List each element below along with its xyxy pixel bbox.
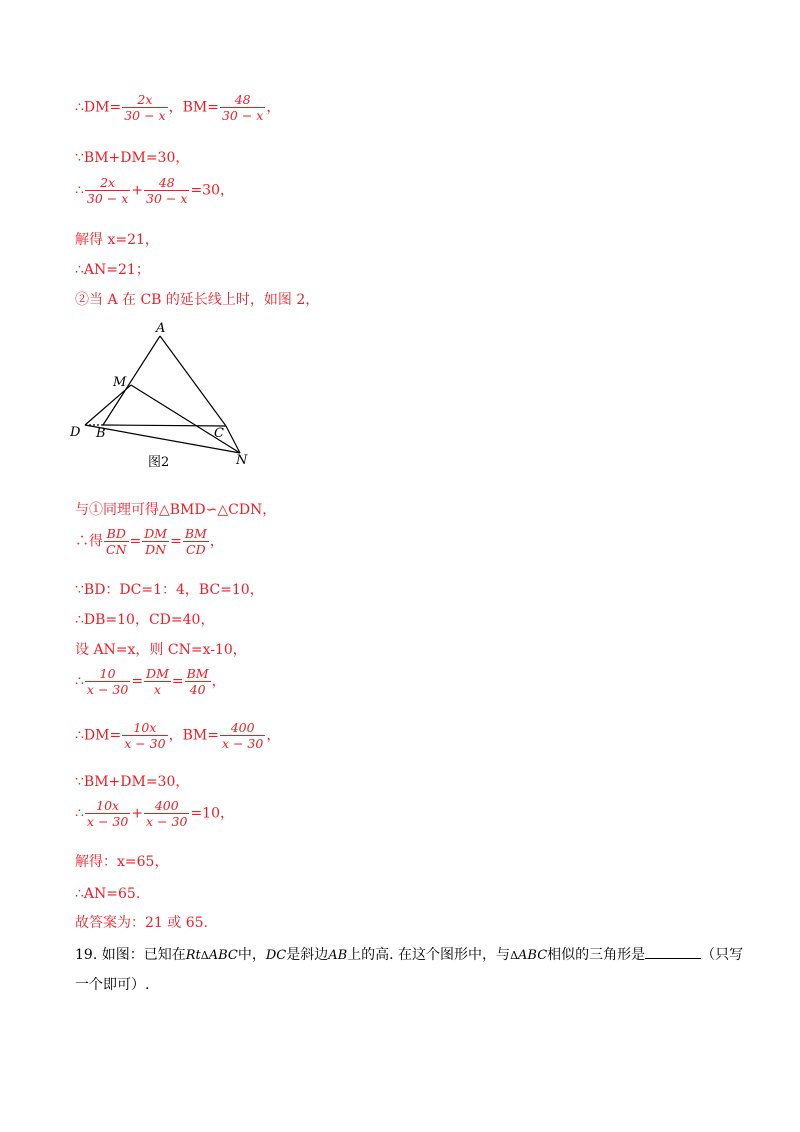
denominator: CD — [186, 542, 206, 557]
fraction — [220, 720, 265, 751]
solution-line: ②当 A 在 CB 的延长线上时，如图 2， — [75, 292, 320, 308]
numerator: 2x — [122, 92, 167, 108]
fraction — [122, 92, 167, 123]
label-a: A — [156, 321, 166, 336]
text: ， — [266, 99, 281, 116]
fraction — [85, 798, 130, 829]
solution-line: 设 AN=x，则 CN=x-10， — [75, 642, 247, 658]
geometry-figure-2 — [60, 318, 260, 470]
math: Rt — [185, 948, 201, 963]
solution-line: ∵BD：DC=1：4，BC=10， — [75, 582, 264, 598]
figure-caption: 图2 — [148, 455, 170, 470]
denominator: x — [153, 682, 161, 697]
solution-line-proportion-2 — [75, 666, 226, 697]
solution-line-proportion — [75, 526, 224, 557]
denominator: 30 − x — [86, 191, 129, 206]
numerator: 48 — [144, 175, 189, 191]
segment-bc — [103, 425, 226, 426]
math: DC — [265, 948, 287, 963]
fraction — [220, 92, 265, 123]
denominator: 30 − x — [221, 108, 264, 123]
text: ∴ — [75, 805, 84, 822]
text: ， — [209, 533, 224, 550]
numerator: 10x — [122, 720, 167, 736]
text: + — [131, 805, 144, 822]
solution-line: ∴AN=65. — [75, 886, 141, 902]
question-19-line-2: 一个即可）. — [75, 977, 150, 993]
fraction — [104, 526, 129, 557]
solution-line: ∴DB=10，CD=40， — [75, 612, 215, 628]
fraction — [85, 175, 130, 206]
text: 19. 如图：已知在 — [75, 947, 186, 963]
text: + — [131, 182, 144, 199]
numerator: 400 — [220, 720, 265, 736]
numerator: 48 — [220, 92, 265, 108]
text: ∴DM= — [75, 99, 122, 116]
denominator: 30 − x — [146, 191, 188, 206]
label-b: B — [96, 426, 106, 441]
fraction — [185, 666, 211, 697]
solution-line: 解得：x=65， — [75, 854, 169, 870]
math: Δ — [510, 949, 519, 962]
numerator: 2x — [85, 175, 130, 191]
denominator: CN — [106, 542, 127, 557]
segment-dm — [85, 385, 131, 425]
label-n: N — [236, 453, 248, 468]
solution-line: ∵BM+DM=30， — [75, 774, 190, 790]
denominator: x − 30 — [221, 736, 264, 751]
text: = — [171, 673, 184, 690]
text: ∴ — [75, 673, 84, 690]
solution-line: ∴AN=21； — [75, 262, 150, 278]
text: =10， — [190, 805, 234, 822]
text: 上的高. 在这个图形中，与 — [347, 947, 511, 963]
solution-line: 解得 x=21， — [75, 232, 159, 248]
text: ，BM= — [168, 727, 219, 744]
fraction — [183, 526, 209, 557]
numerator: 10 — [85, 666, 130, 682]
math: ABC — [518, 948, 548, 963]
numerator: BM — [184, 526, 207, 541]
text: =30， — [190, 182, 234, 199]
fraction — [142, 526, 169, 557]
numerator: DM — [144, 526, 168, 541]
solution-line: 与①同理可得△BMD∽△CDN， — [75, 502, 277, 518]
label-c: C — [214, 426, 224, 441]
text: 中， — [237, 947, 266, 963]
label-d: D — [70, 425, 81, 440]
text: = — [131, 673, 144, 690]
fraction — [85, 666, 130, 697]
text: 是斜边 — [286, 947, 329, 963]
segment-ab — [103, 336, 160, 425]
text: ∴得 — [75, 533, 103, 550]
text: ∴ — [75, 182, 84, 199]
text: ， — [211, 673, 226, 690]
solution-line-answer: 故答案为：21 或 65. — [75, 915, 208, 931]
denominator: DN — [145, 542, 167, 557]
question-19-line-1 — [75, 944, 743, 966]
text: ，BM= — [168, 99, 219, 116]
denominator: x − 30 — [146, 814, 188, 829]
text: （只写 — [701, 947, 744, 963]
denominator: 40 — [189, 682, 206, 697]
denominator: x − 30 — [124, 736, 166, 751]
numerator: 400 — [144, 798, 189, 814]
fraction — [144, 666, 171, 697]
numerator: DM — [146, 666, 169, 681]
text: 相似的三角形是 — [547, 947, 646, 963]
segment-ac — [160, 336, 226, 426]
solution-line-dm-bm-2 — [75, 720, 280, 751]
fraction — [144, 798, 189, 829]
fraction — [122, 720, 167, 751]
label-m: M — [113, 375, 127, 390]
solution-line-sum-1 — [75, 175, 234, 206]
denominator: x − 30 — [86, 814, 129, 829]
solution-line-dm-bm-1 — [75, 92, 280, 123]
solution-line: ∵BM+DM=30， — [75, 150, 190, 166]
math: Δ — [200, 949, 209, 962]
denominator: x − 30 — [86, 682, 129, 697]
numerator: BM — [186, 666, 209, 681]
numerator: 10x — [85, 798, 130, 814]
denominator: 30 − x — [124, 108, 166, 123]
text: = — [170, 533, 182, 550]
answer-blank[interactable] — [645, 944, 701, 959]
solution-line-sum-2 — [75, 798, 234, 829]
text: = — [129, 533, 142, 550]
numerator: BD — [104, 526, 129, 542]
text: ∴DM= — [75, 727, 122, 744]
text: ， — [266, 727, 281, 744]
math: ABC — [208, 948, 238, 963]
fraction — [144, 175, 189, 206]
math: AB — [328, 948, 348, 963]
